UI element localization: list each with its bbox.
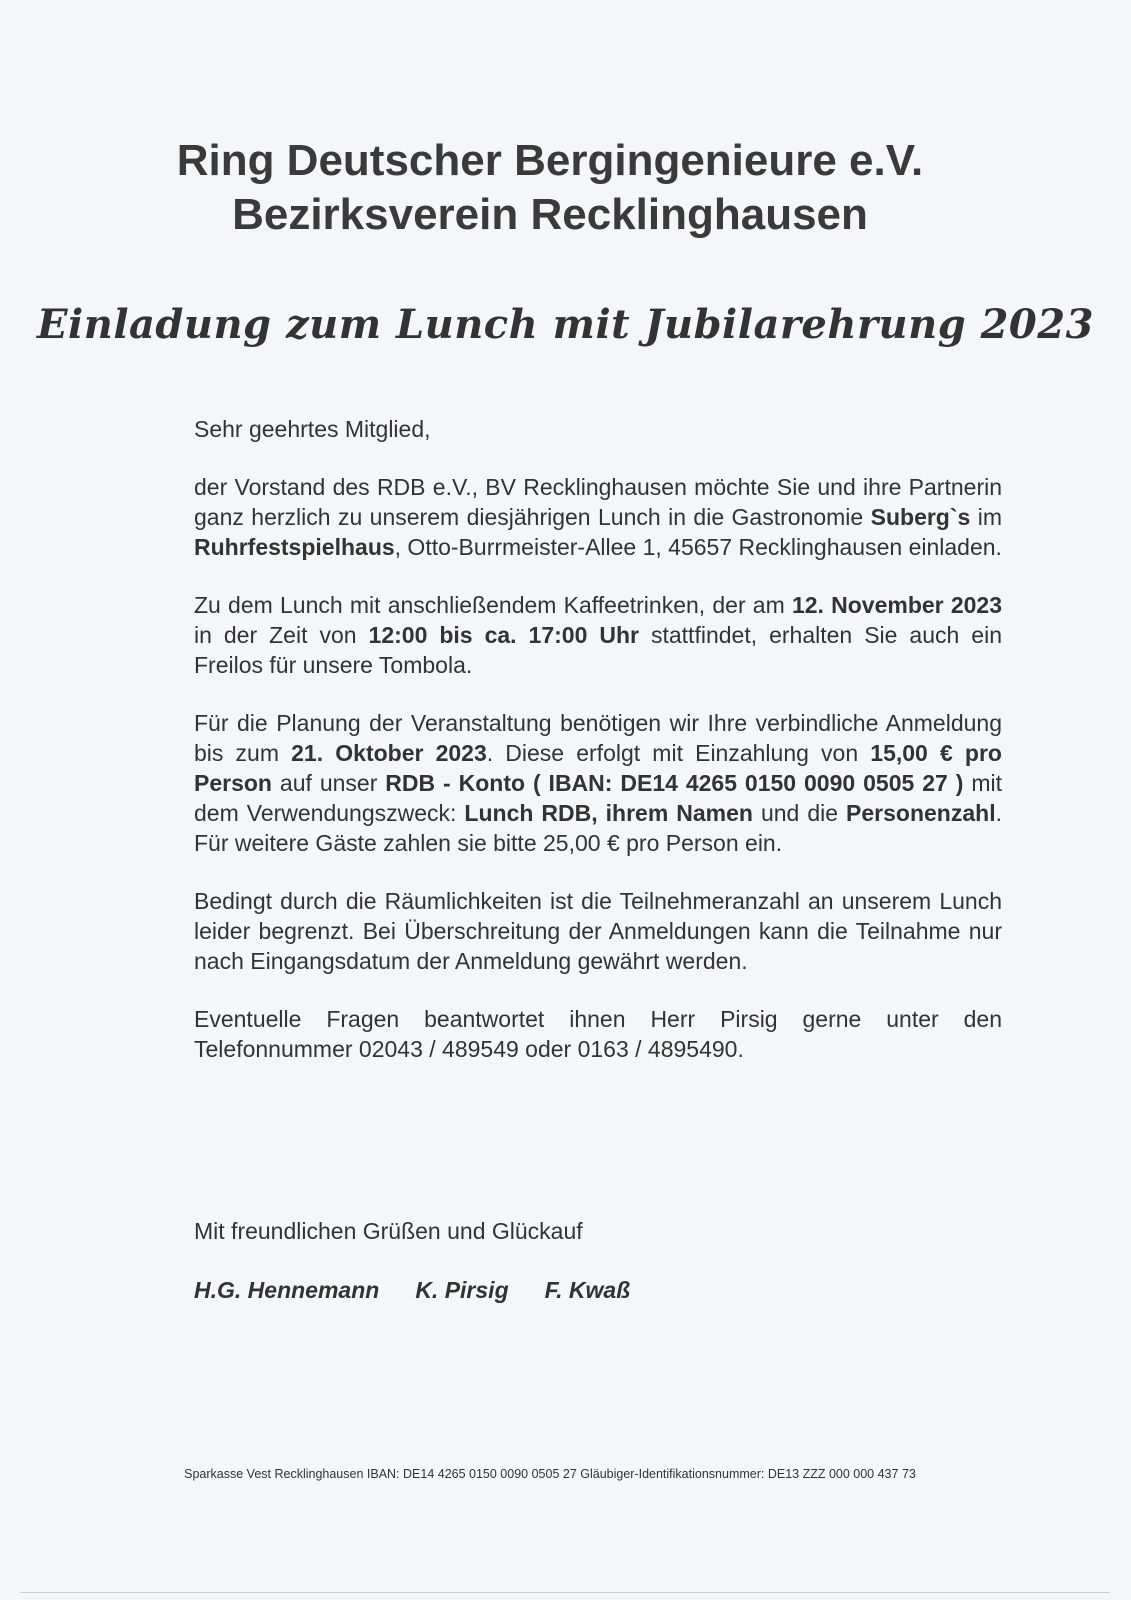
text-span: mit dem Verwendungszweck: <box>194 770 1002 826</box>
text-span: der Vorstand des RDB e.V., BV Recklinghausen möchte Sie und ihre Partnerin ganz herzlich zu unserem diesjährigen Lunch in die Gastronomie <box>194 474 1002 530</box>
invitation-title: Einladung zum Lunch mit Jubilarehrung 2023 <box>37 301 1094 348</box>
text-span: . Für weitere Gäste zahlen sie bitte 25,00 € pro Person ein. <box>194 800 1002 856</box>
organization-header <box>0 134 1100 242</box>
text-span: , Otto-Burrmeister-Allee 1, 45657 Recklinghausen einladen. <box>394 534 1002 560</box>
closing-greeting: Mit freundlichen Grüßen und Glückauf <box>194 1218 583 1244</box>
text-span: in der Zeit von <box>194 622 369 648</box>
bank-account: RDB - Konto ( IBAN: DE14 4265 0150 0090 0505 27 ) <box>385 770 964 796</box>
bottom-divider <box>20 1592 1110 1593</box>
signature-name: K. Pirsig <box>415 1277 509 1303</box>
venue-building: Ruhrfestspielhaus <box>194 534 395 560</box>
signature-name: F. Kwaß <box>544 1277 631 1303</box>
price-per-person: 15,00 € pro Person <box>194 740 1002 796</box>
text-span: Zu dem Lunch mit anschließendem Kaffeetrinken, der am <box>194 592 792 618</box>
signature-name: H.G. Hennemann <box>194 1277 380 1303</box>
paragraph-registration <box>194 708 1002 858</box>
paragraph-contact: Eventuelle Fragen beantwortet ihnen Herr Pirsig gerne unter den Telefonnummer 02043 / 489549 oder 0163 / 4895490. <box>194 1006 1002 1062</box>
signatures <box>194 1275 630 1305</box>
payment-reference: Lunch RDB, ihrem Namen <box>464 800 753 826</box>
registration-deadline: 21. Oktober 2023 <box>291 740 487 766</box>
text-span: Für die Planung der Veranstaltung benötigen wir Ihre verbindliche Anmeldung bis zum <box>194 710 1002 766</box>
paragraph-date-time <box>194 590 1002 680</box>
salutation: Sehr geehrtes Mitglied, <box>194 416 431 442</box>
text-span: auf unser <box>271 770 386 796</box>
footer-bank-details: Sparkasse Vest Recklinghausen IBAN: DE14 4265 0150 0090 0505 27 Gläubiger-Identifikationsnummer: DE13 ZZZ 000 000 437 73 <box>184 1467 916 1481</box>
person-count: Personenzahl <box>846 800 996 826</box>
text-span: und die <box>752 800 847 826</box>
paragraph-capacity: Bedingt durch die Räumlichkeiten ist die Teilnehmeranzahl an unserem Lunch leider begrenzt. Bei Überschreitung der Anmeldungen kann die Teilnahme nur nach Eingangsdatum der Anmeldung gewährt werden. <box>194 888 1002 974</box>
text-span: . Diese erfolgt mit Einzahlung von <box>486 740 871 766</box>
event-date: 12. November 2023 <box>791 592 1002 618</box>
paragraph-invitation <box>194 472 1002 562</box>
text-span: im <box>970 504 1002 530</box>
district-name: Bezirksverein Recklinghausen <box>232 190 868 239</box>
organization-name: Ring Deutscher Bergingenieure e.V. <box>176 136 924 185</box>
text-span: stattfindet, erhalten Sie auch ein Freilos für unsere Tombola. <box>194 622 1002 678</box>
event-time: 12:00 bis ca. 17:00 Uhr <box>368 622 639 648</box>
venue-name: Suberg`s <box>870 504 971 530</box>
letter-body <box>194 414 1002 1092</box>
